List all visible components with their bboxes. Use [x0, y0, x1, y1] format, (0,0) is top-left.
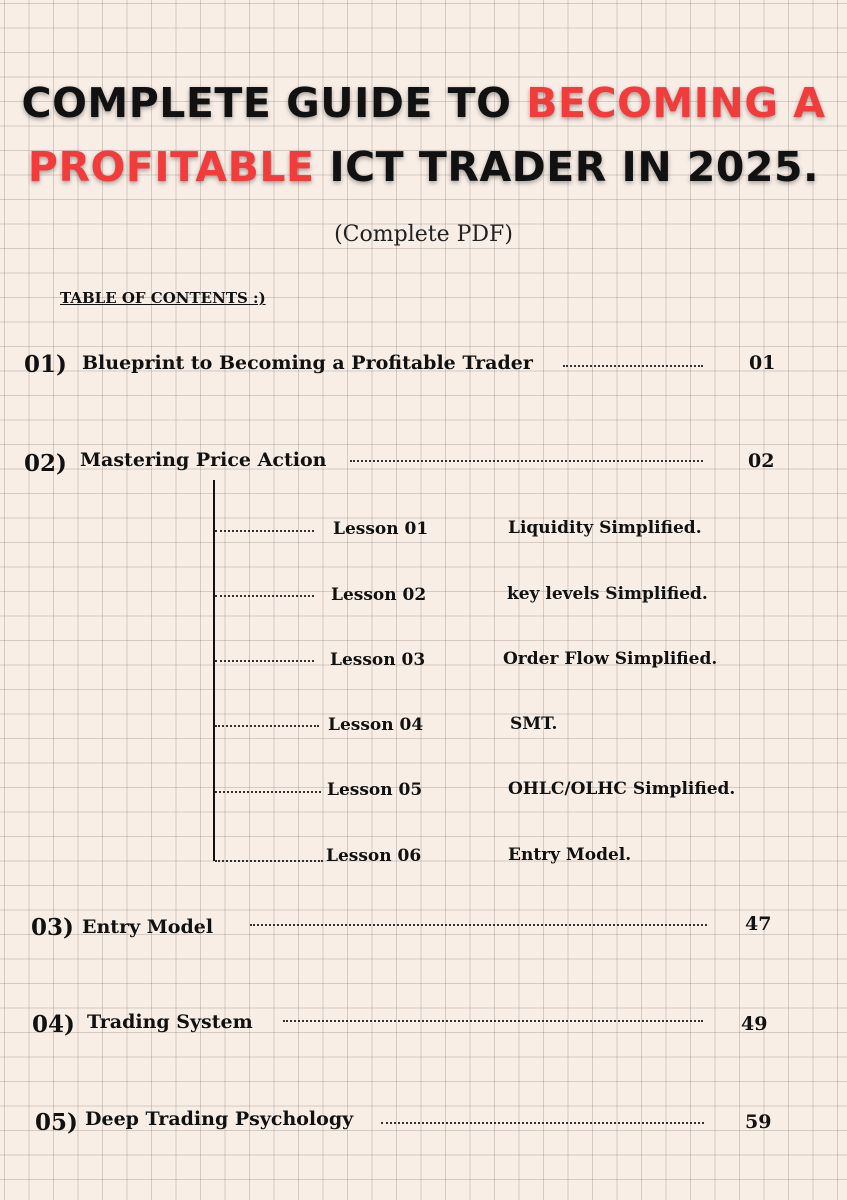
lesson-title: OHLC/OLHC Simplified. — [508, 779, 736, 799]
lesson-title: Order Flow Simplified. — [503, 649, 718, 669]
toc-heading: TABLE OF CONTENTS :) — [60, 289, 266, 307]
lesson-title: Liquidity Simplified. — [508, 518, 702, 538]
dot-leader — [215, 530, 314, 532]
section-title[interactable]: Trading System — [87, 1011, 253, 1033]
dot-leader — [250, 924, 707, 926]
section-number: 01) — [24, 351, 67, 378]
lesson-title: key levels Simplified. — [507, 584, 708, 604]
dot-leader — [563, 365, 703, 367]
page-title-line-2 — [0, 143, 847, 191]
lesson-label[interactable]: Lesson 05 — [327, 780, 423, 800]
dot-leader — [283, 1020, 703, 1022]
dot-leader — [215, 595, 314, 597]
page-title-line-1 — [0, 79, 847, 127]
dot-leader — [215, 860, 323, 862]
section-number: 02) — [24, 450, 67, 477]
dot-leader — [350, 460, 703, 462]
dot-leader — [381, 1122, 704, 1124]
dot-leader — [215, 660, 314, 662]
section-number: 03) — [31, 914, 74, 941]
section-title[interactable]: Deep Trading Psychology — [85, 1108, 354, 1130]
section-number: 04) — [32, 1011, 75, 1038]
tree-connector-line — [213, 480, 215, 861]
page-number: 01 — [749, 352, 776, 374]
lesson-label[interactable]: Lesson 03 — [330, 650, 426, 670]
page-number: 49 — [741, 1013, 768, 1035]
section-title[interactable]: Blueprint to Becoming a Profitable Trader — [82, 352, 533, 374]
section-title[interactable]: Mastering Price Action — [80, 449, 327, 471]
page-number: 59 — [745, 1111, 772, 1133]
lesson-title: SMT. — [510, 714, 558, 734]
lesson-label[interactable]: Lesson 01 — [333, 519, 429, 539]
section-title[interactable]: Entry Model — [82, 916, 214, 938]
subtitle: (Complete PDF) — [334, 222, 513, 247]
title-text: COMPLETE GUIDE TO — [21, 79, 527, 127]
lesson-label[interactable]: Lesson 06 — [326, 846, 422, 866]
page-number: 47 — [745, 913, 772, 935]
title-highlight: BECOMING A — [526, 79, 826, 127]
dot-leader — [215, 791, 321, 793]
dot-leader — [215, 725, 319, 727]
title-text: ICT TRADER IN 2025. — [314, 143, 820, 191]
title-highlight: PROFITABLE — [27, 143, 315, 191]
lesson-label[interactable]: Lesson 02 — [331, 585, 427, 605]
page-number: 02 — [748, 450, 775, 472]
section-number: 05) — [35, 1109, 78, 1136]
lesson-label[interactable]: Lesson 04 — [328, 715, 424, 735]
lesson-title: Entry Model. — [508, 845, 632, 865]
